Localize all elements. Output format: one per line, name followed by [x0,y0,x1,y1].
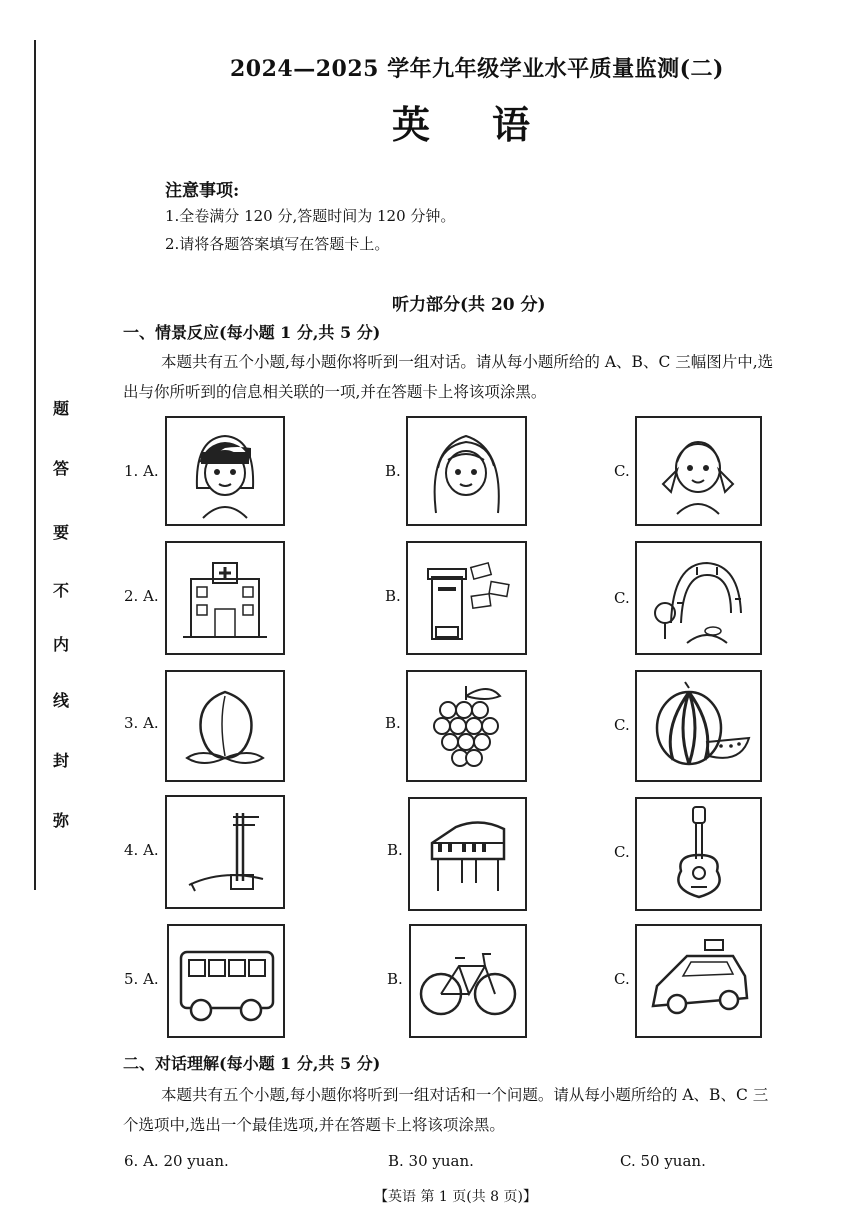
part1-instructions [123,347,838,407]
q6-option-c[interactable]: C. 50 yuan. [620,1152,706,1170]
option-picture[interactable] [635,797,762,911]
option-picture[interactable] [408,797,527,911]
bicycle-icon [411,926,525,1036]
seal-char: 弥 [52,811,69,830]
option-c-label: C. [614,843,630,861]
option-picture[interactable] [167,924,285,1038]
part1-heading: 一、情景反应(每小题 1 分,共 5 分) [123,323,381,342]
subject-title: 英语 [392,102,593,147]
question-label: 5. A. [124,970,159,988]
notes-heading: 注意事项: [165,181,240,201]
q6-option-b[interactable]: B. 30 yuan. [388,1152,474,1170]
option-picture[interactable] [165,416,285,526]
note-item: 1.全卷满分 120 分,答题时间为 120 分钟。 [165,207,456,225]
question-label: 1. A. [124,462,159,480]
seal-char: 封 [52,751,69,770]
question-label: 4. A. [124,841,159,859]
seal-char: 线 [52,691,69,710]
peach-icon [167,672,283,780]
option-picture[interactable] [635,416,762,526]
instruction-line: 本题共有五个小题,每小题你将听到一组对话。请从每小题所给的 A、B、C 三幅图片中,选 [161,353,774,371]
watermelon-icon [637,672,760,780]
option-picture[interactable] [165,541,285,655]
girl-pigtails-icon [637,418,760,524]
option-c-label: C. [614,716,630,734]
instruction-line: 本题共有五个小题,每小题你将听到一组对话和一个问题。请从每小题所给的 A、B、C 三 [161,1086,769,1104]
instruction-line: 个选项中,选出一个最佳选项,并在答题卡上将该项涂黑。 [123,1116,505,1134]
page-footer: 【英语 第 1 页(共 8 页)】 [374,1189,537,1205]
seal-char: 要 [52,523,69,542]
part2-heading: 二、对话理解(每小题 1 分,共 5 分) [123,1054,381,1073]
instruction-line: 出与你所听到的信息相关联的一项,并在答题卡上将该项涂黑。 [123,383,547,401]
option-b-label: B. [387,841,403,859]
option-c-label: C. [614,970,630,988]
girl-long-hair-icon [408,418,525,524]
seal-char: 答 [52,459,69,478]
option-b-label: B. [385,462,401,480]
option-picture[interactable] [165,795,285,909]
seal-char: 内 [52,635,69,654]
park-icon [637,543,760,653]
grapes-icon [408,672,525,780]
exam-title: 2024—2025 学年九年级学业水平质量监测(二) [230,56,724,82]
guitar-icon [637,799,760,909]
option-picture[interactable] [635,670,762,782]
erhu-icon [167,797,283,907]
option-b-label: B. [387,970,403,988]
option-picture[interactable] [406,541,527,655]
option-picture[interactable] [406,670,527,782]
option-picture[interactable] [635,541,762,655]
option-picture[interactable] [635,924,762,1038]
option-c-label: C. [614,589,630,607]
listening-heading: 听力部分(共 20 分) [392,295,546,315]
taxi-icon [637,926,760,1036]
option-c-label: C. [614,462,630,480]
note-item: 2.请将各题答案填写在答题卡上。 [165,235,390,253]
question-label: 3. A. [124,714,159,732]
option-picture[interactable] [406,416,527,526]
option-picture[interactable] [409,924,527,1038]
bus-icon [169,926,283,1036]
seal-char: 不 [52,581,69,600]
seal-char: 题 [52,399,69,418]
piano-icon [410,799,525,909]
seal-line [34,40,36,890]
option-b-label: B. [385,714,401,732]
part2-instructions [123,1080,838,1140]
q6-option-a[interactable]: 6. A. 20 yuan. [124,1152,229,1170]
option-b-label: B. [385,587,401,605]
post-office-icon [408,543,525,653]
hospital-icon [167,543,283,653]
girl-short-hair-icon [167,418,283,524]
question-label: 2. A. [124,587,159,605]
option-picture[interactable] [165,670,285,782]
